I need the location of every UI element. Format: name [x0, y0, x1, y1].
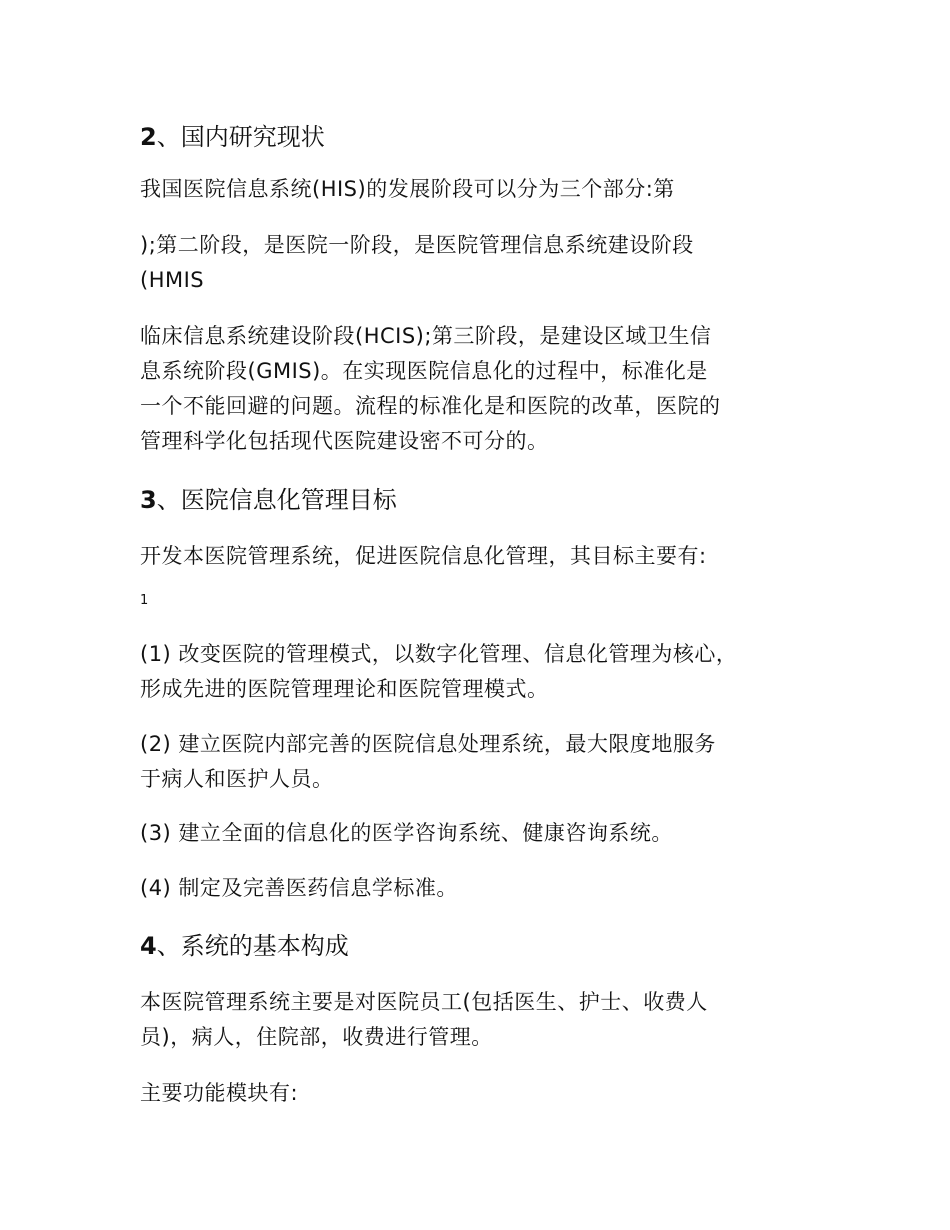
paragraph-system-scope [140, 985, 830, 1055]
text-line: (4) 制定及完善医药信息学标准。 [140, 876, 458, 900]
section-number: 3 [140, 486, 157, 514]
goal-item-3 [140, 816, 830, 851]
paragraph-his-stages [140, 172, 830, 207]
text-line: 一个不能回避的问题。流程的标准化是和医院的改革，医院的 [140, 394, 721, 418]
goal-item-1 [140, 637, 830, 707]
text-line: 员)，病人，住院部，收费进行管理。 [140, 1025, 493, 1049]
paragraph-modules-intro [140, 1076, 830, 1111]
section-heading-4 [140, 931, 349, 961]
text-line: );第二阶段，是医院一阶段，是医院管理信息系统建设阶段 [140, 233, 694, 257]
section-title: 、国内研究现状 [156, 123, 325, 151]
text-line: 我国医院信息系统(HIS)的发展阶段可以分为三个部分:第 [140, 177, 675, 201]
paragraph-goals-intro [140, 539, 830, 574]
text-line: 形成先进的医院管理理论和医院管理模式。 [140, 677, 549, 701]
text-line: (3) 建立全面的信息化的医学咨询系统、健康咨询系统。 [140, 821, 673, 845]
goal-item-2 [140, 727, 830, 797]
text-line: 管理科学化包括现代医院建设密不可分的。 [140, 429, 549, 453]
text-line: 息系统阶段(GMIS)。在实现医院信息化的过程中，标准化是 [140, 359, 708, 383]
section-title: 、医院信息化管理目标 [156, 486, 397, 514]
text-line: (2) 建立医院内部完善的医院信息处理系统，最大限度地服务 [140, 732, 716, 756]
section-title: 、系统的基本构成 [156, 932, 349, 960]
text-line: 临床信息系统建设阶段(HCIS);第三阶段，是建设区域卫生信 [140, 324, 712, 348]
section-heading-2 [140, 122, 325, 152]
section-heading-3 [140, 485, 397, 515]
section-number: 2 [140, 123, 157, 151]
text-line: 开发本医院管理系统，促进医院信息化管理，其目标主要有: [140, 544, 707, 568]
page-number: 1 [140, 593, 149, 608]
text-line: 于病人和医护人员。 [140, 767, 334, 791]
text-line: 本医院管理系统主要是对医院员工(包括医生、护士、收费人 [140, 990, 708, 1014]
text-line: 主要功能模块有: [140, 1081, 299, 1105]
text-line: (HMIS [140, 268, 205, 292]
paragraph-stage-three [140, 319, 830, 459]
paragraph-stage-two [140, 228, 830, 298]
section-number: 4 [140, 932, 157, 960]
goal-item-4 [140, 871, 830, 906]
text-line: (1) 改变医院的管理模式，以数字化管理、信息化管理为核心， [140, 642, 738, 666]
